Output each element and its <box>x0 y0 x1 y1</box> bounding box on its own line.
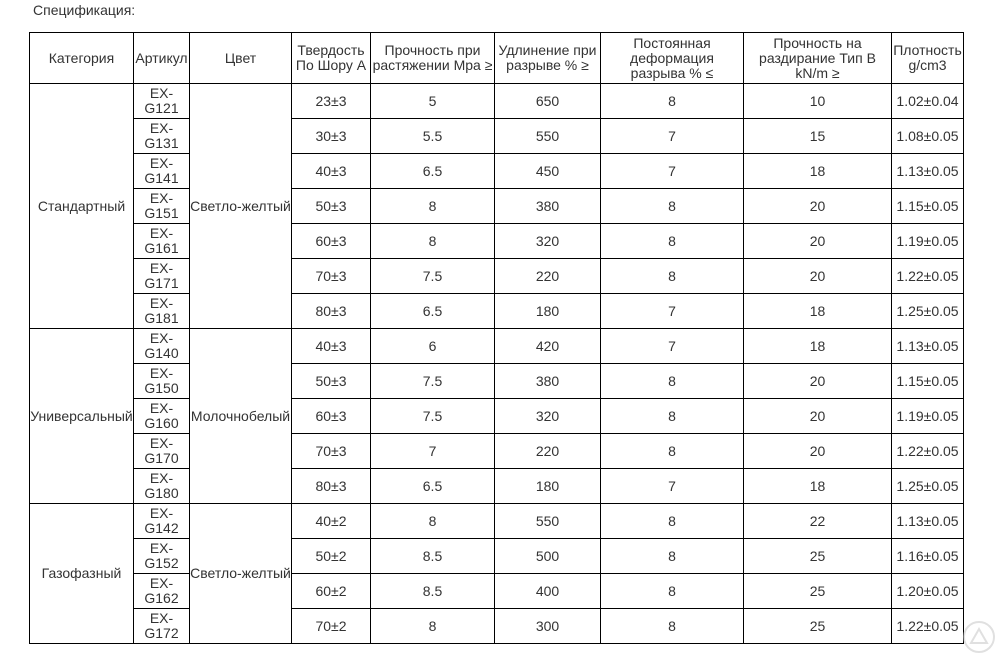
tear-cell: 22 <box>744 504 892 539</box>
elongation-cell: 380 <box>495 189 601 224</box>
article-cell: EX-G150 <box>134 364 190 399</box>
table-row <box>30 294 964 329</box>
tear-cell: 25 <box>744 539 892 574</box>
elongation-cell: 220 <box>495 259 601 294</box>
article-cell: EX-G160 <box>134 399 190 434</box>
tear-cell: 18 <box>744 469 892 504</box>
tensile-cell: 6.5 <box>371 294 495 329</box>
deformation-cell: 7 <box>601 119 744 154</box>
header-row <box>30 33 964 84</box>
hardness-cell: 30±3 <box>292 119 371 154</box>
hardness-cell: 50±3 <box>292 189 371 224</box>
hardness-cell: 40±2 <box>292 504 371 539</box>
elongation-cell: 650 <box>495 84 601 119</box>
color-cell: Светло-желтый <box>190 84 292 329</box>
hardness-cell: 40±3 <box>292 329 371 364</box>
header-color: Цвет <box>190 33 292 84</box>
hardness-cell: 70±2 <box>292 609 371 644</box>
tensile-cell: 7.5 <box>371 259 495 294</box>
tear-cell: 15 <box>744 119 892 154</box>
deformation-cell: 7 <box>601 294 744 329</box>
table-body <box>30 84 964 644</box>
tear-cell: 25 <box>744 574 892 609</box>
elongation-cell: 320 <box>495 399 601 434</box>
article-cell: EX-G181 <box>134 294 190 329</box>
article-cell: EX-G171 <box>134 259 190 294</box>
article-cell: EX-G140 <box>134 329 190 364</box>
hardness-cell: 80±3 <box>292 294 371 329</box>
tensile-cell: 6 <box>371 329 495 364</box>
density-cell: 1.16±0.05 <box>892 539 964 574</box>
tear-cell: 20 <box>744 259 892 294</box>
article-cell: EX-G131 <box>134 119 190 154</box>
table-row <box>30 329 964 364</box>
deformation-cell: 8 <box>601 259 744 294</box>
hardness-cell: 60±3 <box>292 399 371 434</box>
table-row <box>30 119 964 154</box>
deformation-cell: 8 <box>601 224 744 259</box>
site-logo-icon <box>962 620 996 654</box>
tensile-cell: 8 <box>371 504 495 539</box>
table-row <box>30 539 964 574</box>
hardness-cell: 80±3 <box>292 469 371 504</box>
article-cell: EX-G151 <box>134 189 190 224</box>
deformation-cell: 8 <box>601 84 744 119</box>
header-density: Плотность g/cm3 <box>892 33 964 84</box>
deformation-cell: 8 <box>601 504 744 539</box>
density-cell: 1.02±0.04 <box>892 84 964 119</box>
tear-cell: 20 <box>744 399 892 434</box>
tensile-cell: 6.5 <box>371 469 495 504</box>
table-row <box>30 469 964 504</box>
tear-cell: 18 <box>744 329 892 364</box>
elongation-cell: 300 <box>495 609 601 644</box>
elongation-cell: 180 <box>495 469 601 504</box>
density-cell: 1.15±0.05 <box>892 364 964 399</box>
tensile-cell: 7.5 <box>371 364 495 399</box>
tensile-cell: 8 <box>371 609 495 644</box>
elongation-cell: 550 <box>495 119 601 154</box>
tear-cell: 20 <box>744 364 892 399</box>
article-cell: EX-G142 <box>134 504 190 539</box>
hardness-cell: 50±2 <box>292 539 371 574</box>
elongation-cell: 180 <box>495 294 601 329</box>
density-cell: 1.15±0.05 <box>892 189 964 224</box>
article-cell: EX-G121 <box>134 84 190 119</box>
hardness-cell: 60±2 <box>292 574 371 609</box>
color-cell: Светло-желтый <box>190 504 292 644</box>
tear-cell: 25 <box>744 609 892 644</box>
table-row <box>30 609 964 644</box>
elongation-cell: 420 <box>495 329 601 364</box>
tensile-cell: 7 <box>371 434 495 469</box>
table-row <box>30 84 964 119</box>
deformation-cell: 8 <box>601 609 744 644</box>
deformation-cell: 7 <box>601 329 744 364</box>
tensile-cell: 8.5 <box>371 539 495 574</box>
article-cell: EX-G170 <box>134 434 190 469</box>
elongation-cell: 380 <box>495 364 601 399</box>
tensile-cell: 5.5 <box>371 119 495 154</box>
specification-table <box>29 32 964 644</box>
density-cell: 1.22±0.05 <box>892 434 964 469</box>
deformation-cell: 7 <box>601 154 744 189</box>
deformation-cell: 8 <box>601 574 744 609</box>
density-cell: 1.19±0.05 <box>892 399 964 434</box>
table-row <box>30 434 964 469</box>
article-cell: EX-G162 <box>134 574 190 609</box>
article-cell: EX-G141 <box>134 154 190 189</box>
tear-cell: 10 <box>744 84 892 119</box>
density-cell: 1.25±0.05 <box>892 469 964 504</box>
header-tensile: Прочность при растяжении Mpa ≥ <box>371 33 495 84</box>
tear-cell: 20 <box>744 189 892 224</box>
elongation-cell: 450 <box>495 154 601 189</box>
density-cell: 1.08±0.05 <box>892 119 964 154</box>
category-cell: Универсальный <box>30 329 134 504</box>
elongation-cell: 220 <box>495 434 601 469</box>
elongation-cell: 320 <box>495 224 601 259</box>
density-cell: 1.22±0.05 <box>892 609 964 644</box>
hardness-cell: 50±3 <box>292 364 371 399</box>
table-row <box>30 154 964 189</box>
header-elongation: Удлинение при разрыве % ≥ <box>495 33 601 84</box>
header-deformation: Постоянная деформация разрыва % ≤ <box>601 33 744 84</box>
hardness-cell: 70±3 <box>292 434 371 469</box>
tensile-cell: 5 <box>371 84 495 119</box>
density-cell: 1.20±0.05 <box>892 574 964 609</box>
header-tear: Прочность на раздирание Тип B kN/m ≥ <box>744 33 892 84</box>
article-cell: EX-G152 <box>134 539 190 574</box>
tear-cell: 20 <box>744 224 892 259</box>
deformation-cell: 7 <box>601 469 744 504</box>
tear-cell: 20 <box>744 434 892 469</box>
tear-cell: 18 <box>744 154 892 189</box>
tear-cell: 18 <box>744 294 892 329</box>
hardness-cell: 70±3 <box>292 259 371 294</box>
header-category: Категория <box>30 33 134 84</box>
tensile-cell: 6.5 <box>371 154 495 189</box>
table-row <box>30 224 964 259</box>
density-cell: 1.13±0.05 <box>892 154 964 189</box>
article-cell: EX-G172 <box>134 609 190 644</box>
deformation-cell: 8 <box>601 189 744 224</box>
table-row <box>30 504 964 539</box>
deformation-cell: 8 <box>601 434 744 469</box>
tensile-cell: 8.5 <box>371 574 495 609</box>
tensile-cell: 8 <box>371 189 495 224</box>
deformation-cell: 8 <box>601 364 744 399</box>
tensile-cell: 7.5 <box>371 399 495 434</box>
category-cell: Газофазный <box>30 504 134 644</box>
table-row <box>30 259 964 294</box>
density-cell: 1.13±0.05 <box>892 504 964 539</box>
table-row <box>30 399 964 434</box>
elongation-cell: 550 <box>495 504 601 539</box>
hardness-cell: 40±3 <box>292 154 371 189</box>
density-cell: 1.25±0.05 <box>892 294 964 329</box>
deformation-cell: 8 <box>601 539 744 574</box>
table-row <box>30 574 964 609</box>
table-row <box>30 189 964 224</box>
header-article: Артикул <box>134 33 190 84</box>
density-cell: 1.19±0.05 <box>892 224 964 259</box>
article-cell: EX-G161 <box>134 224 190 259</box>
page-caption: Спецификация: <box>33 2 136 18</box>
hardness-cell: 23±3 <box>292 84 371 119</box>
table-row <box>30 364 964 399</box>
elongation-cell: 500 <box>495 539 601 574</box>
article-cell: EX-G180 <box>134 469 190 504</box>
density-cell: 1.22±0.05 <box>892 259 964 294</box>
tensile-cell: 8 <box>371 224 495 259</box>
color-cell: Молочнобелый <box>190 329 292 504</box>
category-cell: Стандартный <box>30 84 134 329</box>
density-cell: 1.13±0.05 <box>892 329 964 364</box>
hardness-cell: 60±3 <box>292 224 371 259</box>
elongation-cell: 400 <box>495 574 601 609</box>
header-hardness: Твердость По Шору А <box>292 33 371 84</box>
deformation-cell: 8 <box>601 399 744 434</box>
